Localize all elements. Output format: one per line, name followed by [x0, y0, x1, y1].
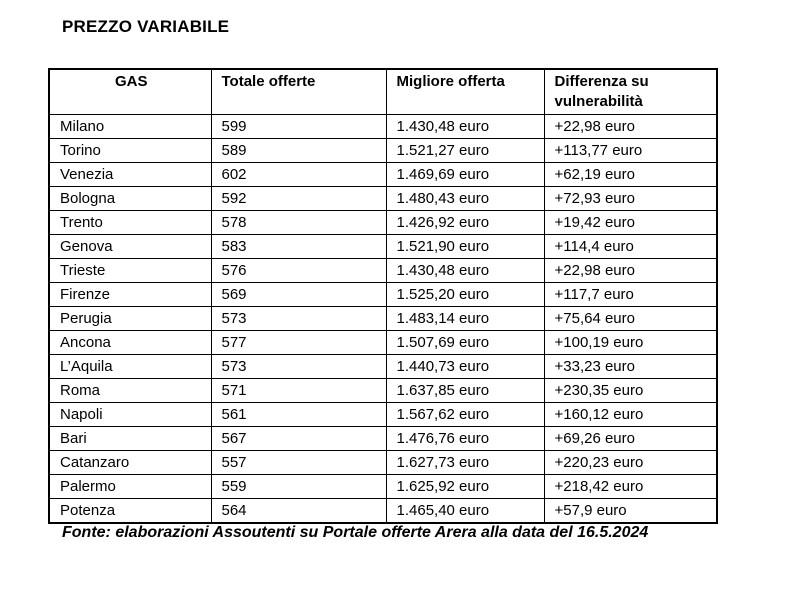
- cell-city: Catanzaro: [49, 451, 211, 475]
- cell-vulnerability-diff: +19,42 euro: [544, 211, 717, 235]
- table-row: [49, 259, 717, 283]
- cell-best-offer: 1.476,76 euro: [386, 427, 544, 451]
- cell-vulnerability-diff: +22,98 euro: [544, 259, 717, 283]
- cell-city: Bari: [49, 427, 211, 451]
- cell-city: Firenze: [49, 283, 211, 307]
- cell-city: Genova: [49, 235, 211, 259]
- header-totale-offerte: Totale offerte: [211, 69, 386, 115]
- cell-vulnerability-diff: +100,19 euro: [544, 331, 717, 355]
- table-row: [49, 379, 717, 403]
- header-differenza-vulnerabilita: Differenza su vulnerabilità: [544, 69, 717, 115]
- cell-vulnerability-diff: +69,26 euro: [544, 427, 717, 451]
- cell-total-offers: 577: [211, 331, 386, 355]
- cell-best-offer: 1.480,43 euro: [386, 187, 544, 211]
- table-row: [49, 403, 717, 427]
- cell-city: Milano: [49, 115, 211, 139]
- cell-city: Potenza: [49, 499, 211, 524]
- cell-vulnerability-diff: +113,77 euro: [544, 139, 717, 163]
- cell-best-offer: 1.625,92 euro: [386, 475, 544, 499]
- cell-best-offer: 1.465,40 euro: [386, 499, 544, 524]
- cell-best-offer: 1.521,90 euro: [386, 235, 544, 259]
- table-header-row: [49, 69, 717, 115]
- table-row: [49, 139, 717, 163]
- cell-best-offer: 1.507,69 euro: [386, 331, 544, 355]
- cell-city: Perugia: [49, 307, 211, 331]
- cell-best-offer: 1.525,20 euro: [386, 283, 544, 307]
- cell-best-offer: 1.440,73 euro: [386, 355, 544, 379]
- cell-best-offer: 1.637,85 euro: [386, 379, 544, 403]
- cell-total-offers: 557: [211, 451, 386, 475]
- table-row: [49, 451, 717, 475]
- table-row: [49, 163, 717, 187]
- cell-best-offer: 1.483,14 euro: [386, 307, 544, 331]
- cell-city: Ancona: [49, 331, 211, 355]
- cell-total-offers: 571: [211, 379, 386, 403]
- table-row: [49, 475, 717, 499]
- cell-city: L’Aquila: [49, 355, 211, 379]
- cell-total-offers: 599: [211, 115, 386, 139]
- cell-vulnerability-diff: +57,9 euro: [544, 499, 717, 524]
- header-migliore-offerta: Migliore offerta: [386, 69, 544, 115]
- cell-city: Napoli: [49, 403, 211, 427]
- cell-city: Trento: [49, 211, 211, 235]
- cell-vulnerability-diff: +220,23 euro: [544, 451, 717, 475]
- cell-total-offers: 569: [211, 283, 386, 307]
- cell-total-offers: 576: [211, 259, 386, 283]
- cell-city: Roma: [49, 379, 211, 403]
- cell-best-offer: 1.469,69 euro: [386, 163, 544, 187]
- header-gas: GAS: [49, 69, 211, 115]
- cell-total-offers: 564: [211, 499, 386, 524]
- table-row: [49, 115, 717, 139]
- cell-total-offers: 559: [211, 475, 386, 499]
- table-row: [49, 211, 717, 235]
- table-row: [49, 355, 717, 379]
- cell-vulnerability-diff: +114,4 euro: [544, 235, 717, 259]
- cell-best-offer: 1.430,48 euro: [386, 115, 544, 139]
- table-row: [49, 235, 717, 259]
- table-row: [49, 331, 717, 355]
- cell-vulnerability-diff: +33,23 euro: [544, 355, 717, 379]
- page-title: PREZZO VARIABILE: [62, 17, 230, 36]
- cell-vulnerability-diff: +62,19 euro: [544, 163, 717, 187]
- cell-city: Palermo: [49, 475, 211, 499]
- cell-total-offers: 573: [211, 355, 386, 379]
- cell-vulnerability-diff: +160,12 euro: [544, 403, 717, 427]
- table-row: [49, 283, 717, 307]
- cell-city: Trieste: [49, 259, 211, 283]
- table-row: [49, 427, 717, 451]
- table-row: [49, 499, 717, 524]
- cell-best-offer: 1.426,92 euro: [386, 211, 544, 235]
- cell-total-offers: 573: [211, 307, 386, 331]
- cell-vulnerability-diff: +117,7 euro: [544, 283, 717, 307]
- cell-best-offer: 1.627,73 euro: [386, 451, 544, 475]
- table-row: [49, 307, 717, 331]
- cell-total-offers: 561: [211, 403, 386, 427]
- cell-city: Torino: [49, 139, 211, 163]
- source-note: Fonte: elaborazioni Assoutenti su Portale offerte Arera alla data del 16.5.2024: [62, 524, 649, 541]
- cell-city: Venezia: [49, 163, 211, 187]
- cell-city: Bologna: [49, 187, 211, 211]
- cell-vulnerability-diff: +75,64 euro: [544, 307, 717, 331]
- gas-offers-table: [48, 68, 718, 524]
- cell-best-offer: 1.567,62 euro: [386, 403, 544, 427]
- cell-total-offers: 567: [211, 427, 386, 451]
- table-row: [49, 187, 717, 211]
- cell-total-offers: 589: [211, 139, 386, 163]
- cell-total-offers: 578: [211, 211, 386, 235]
- cell-vulnerability-diff: +22,98 euro: [544, 115, 717, 139]
- cell-best-offer: 1.430,48 euro: [386, 259, 544, 283]
- cell-total-offers: 583: [211, 235, 386, 259]
- cell-vulnerability-diff: +218,42 euro: [544, 475, 717, 499]
- cell-total-offers: 592: [211, 187, 386, 211]
- cell-best-offer: 1.521,27 euro: [386, 139, 544, 163]
- cell-total-offers: 602: [211, 163, 386, 187]
- cell-vulnerability-diff: +230,35 euro: [544, 379, 717, 403]
- cell-vulnerability-diff: +72,93 euro: [544, 187, 717, 211]
